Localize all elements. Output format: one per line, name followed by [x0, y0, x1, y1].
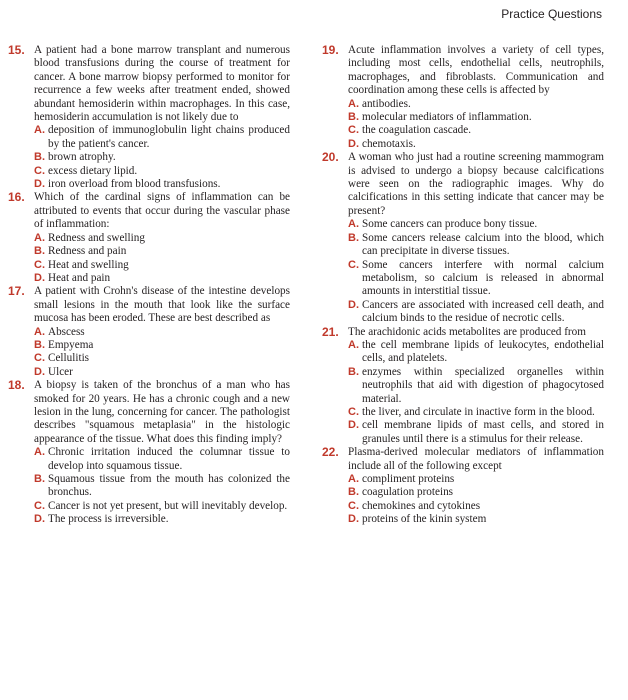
option-text: Cancers are associated with increased cell death, and calcium binds to the residue of necrotic cells. — [362, 298, 604, 325]
question-16 — [8, 191, 290, 285]
question-text: Plasma-derived molecular mediators of inflammation include all of the following except — [348, 446, 604, 472]
option-text: Cellulitis — [48, 352, 90, 365]
option-letter: A. — [34, 446, 45, 459]
option-text: the cell membrane lipids of leukocytes, endothelial cells, and platelets. — [362, 338, 604, 365]
option-d[interactable] — [34, 178, 290, 191]
option-text: the liver, and circulate in inactive form in the blood. — [362, 405, 595, 418]
option-letter: D. — [348, 513, 359, 526]
option-letter: D. — [348, 298, 359, 311]
option-text: cell membrane lipids of mast cells, and stored in granules until there is a stimulus for their release. — [362, 419, 604, 445]
option-letter: B. — [34, 473, 45, 485]
option-letter: C. — [34, 258, 45, 271]
option-b[interactable] — [34, 151, 290, 164]
question-number: 21. — [322, 324, 339, 339]
option-b[interactable] — [348, 232, 604, 259]
option-a[interactable] — [348, 98, 604, 111]
question-19 — [322, 44, 604, 151]
option-letter: A. — [348, 97, 359, 110]
option-b[interactable] — [34, 339, 290, 352]
option-c[interactable] — [348, 500, 604, 513]
question-text: Which of the cardinal signs of inflammation can be attributed to events that occur during the vascular phase of inflammation: — [34, 191, 290, 231]
option-text: brown atrophy. — [48, 151, 116, 164]
question-20 — [322, 151, 604, 325]
right-column — [322, 44, 604, 527]
option-letter: C. — [348, 405, 359, 418]
option-b[interactable] — [348, 111, 604, 124]
option-letter: B. — [348, 231, 359, 244]
option-c[interactable] — [34, 165, 290, 178]
question-text: The arachidonic acids metabolites are produced from — [348, 325, 586, 338]
option-letter: D. — [34, 178, 45, 191]
option-d[interactable] — [34, 513, 290, 526]
option-text: excess dietary lipid. — [48, 164, 138, 177]
option-text: iron overload from blood transfusions. — [48, 178, 221, 191]
option-c[interactable] — [348, 124, 604, 137]
option-text: molecular mediators of inflammation. — [362, 111, 532, 124]
option-letter: B. — [34, 245, 45, 258]
option-text: Ulcer — [48, 365, 73, 378]
option-b[interactable] — [348, 366, 604, 406]
option-b[interactable] — [34, 245, 290, 258]
question-number: 15. — [8, 43, 25, 57]
option-text: deposition of immunoglobulin light chains produced by the patient's cancer. — [48, 124, 290, 150]
option-text: Redness and swelling — [48, 231, 145, 244]
option-c[interactable] — [348, 406, 604, 419]
option-text: Empyema — [48, 338, 94, 351]
option-text: Heat and swelling — [48, 258, 129, 271]
option-letter: D. — [348, 137, 359, 150]
question-17 — [8, 285, 290, 379]
question-text: A patient had a bone marrow transplant and numerous blood transfusions during the course of treatment for cancer. A bone marrow biopsy performed to monitor for recurrence a few weeks after treatment ended, showed abundant hemosiderin within macrophages. In this case, hemosiderin accumulation is not likely due to — [34, 44, 290, 124]
option-a[interactable] — [34, 446, 290, 473]
question-text: A woman who just had a routine screening mammogram is advised to undergo a biopsy because calcifications were seen on the radiographic images. Why do calcifications in this setting indicate that cancer may be present? — [348, 151, 604, 217]
option-letter: C. — [34, 352, 45, 365]
option-d[interactable] — [34, 272, 290, 285]
option-letter: C. — [348, 258, 359, 271]
option-letter: D. — [348, 419, 359, 432]
option-text: Chronic irritation induced the columnar tissue to develop into squamous tissue. — [48, 446, 290, 472]
option-b[interactable] — [34, 473, 290, 500]
option-a[interactable] — [34, 326, 290, 339]
option-c[interactable] — [34, 500, 290, 513]
question-21 — [322, 326, 604, 447]
question-number: 19. — [322, 43, 339, 57]
option-b[interactable] — [348, 486, 604, 499]
option-letter: B. — [34, 151, 45, 164]
option-a[interactable] — [34, 232, 290, 245]
option-letter: C. — [34, 499, 45, 512]
option-a[interactable] — [34, 124, 290, 151]
option-c[interactable] — [34, 259, 290, 272]
option-letter: A. — [348, 473, 359, 485]
option-d[interactable] — [34, 366, 290, 379]
option-text: Redness and pain — [48, 245, 127, 258]
option-text: chemotaxis. — [362, 137, 416, 150]
option-letter: A. — [348, 218, 359, 231]
page-header-title: Practice Questions — [501, 7, 602, 21]
question-15 — [8, 44, 290, 191]
option-letter: B. — [348, 111, 359, 124]
option-letter: B. — [34, 338, 45, 351]
option-text: Squamous tissue from the mouth has colonized the bronchus. — [48, 473, 290, 499]
option-c[interactable] — [34, 352, 290, 365]
option-d[interactable] — [348, 419, 604, 446]
option-text: Some cancers interfere with normal calcium metabolism, so calcium is released in abnormal amounts in interstitial tissue. — [362, 258, 604, 298]
option-letter: A. — [34, 231, 45, 244]
option-text: chemokines and cytokines — [362, 499, 481, 512]
option-text: Some cancers can produce bony tissue. — [362, 218, 538, 231]
option-d[interactable] — [348, 299, 604, 326]
question-number: 16. — [8, 190, 25, 205]
question-number: 20. — [322, 150, 339, 165]
option-d[interactable] — [348, 138, 604, 151]
question-number: 18. — [8, 378, 25, 393]
option-letter: D. — [34, 513, 45, 526]
question-number: 17. — [8, 284, 25, 299]
option-text: proteins of the kinin system — [362, 513, 487, 526]
option-letter: C. — [348, 124, 359, 137]
question-text: A patient with Crohn's disease of the intestine develops small lesions in the mouth that look like the surface mucosa has been eroded. These are best described as — [34, 285, 290, 325]
left-column — [8, 44, 290, 527]
option-text: The process is irreversible. — [48, 513, 169, 526]
option-text: compliment proteins — [362, 473, 455, 485]
option-letter: B. — [348, 365, 359, 378]
option-a[interactable] — [348, 473, 604, 486]
option-letter: C. — [348, 499, 359, 512]
option-text: antibodies. — [362, 97, 411, 110]
option-text: Cancer is not yet present, but will inevitably develop. — [48, 499, 288, 512]
option-text: enzymes within specialized organelles within neutrophils that aid with digestion of phagocytosed material. — [362, 365, 604, 405]
option-a[interactable] — [348, 218, 604, 231]
question-text: Acute inflammation involves a variety of cell types, including most cells, endothelial cells, neutrophils, macrophages, and fibroblasts. Communication and coordination among these cells is affected by — [348, 44, 604, 97]
option-a[interactable] — [348, 339, 604, 366]
question-text: A biopsy is taken of the bronchus of a man who has smoked for 20 years. He has a chronic cough and a new lesion in the lung, concerning for cancer. The pathologist describes "squamous metaplasia" in the histologic appearance of the tissue. What does this finding imply? — [34, 379, 290, 445]
option-letter: D. — [34, 365, 45, 378]
question-number: 22. — [322, 445, 339, 460]
option-letter: C. — [34, 164, 45, 177]
option-c[interactable] — [348, 259, 604, 299]
option-letter: A. — [34, 124, 45, 137]
option-text: the coagulation cascade. — [362, 124, 472, 137]
option-text: Heat and pain — [48, 271, 111, 284]
option-text: coagulation proteins — [362, 486, 454, 499]
option-text: Some cancers release calcium into the blood, which can precipitate in diverse tissues. — [362, 231, 604, 258]
question-22 — [322, 446, 604, 526]
option-letter: A. — [34, 325, 45, 338]
question-18 — [8, 379, 290, 526]
option-text: Abscess — [48, 325, 85, 338]
option-letter: B. — [348, 486, 359, 499]
option-d[interactable] — [348, 513, 604, 526]
option-letter: A. — [348, 338, 359, 351]
option-letter: D. — [34, 271, 45, 284]
